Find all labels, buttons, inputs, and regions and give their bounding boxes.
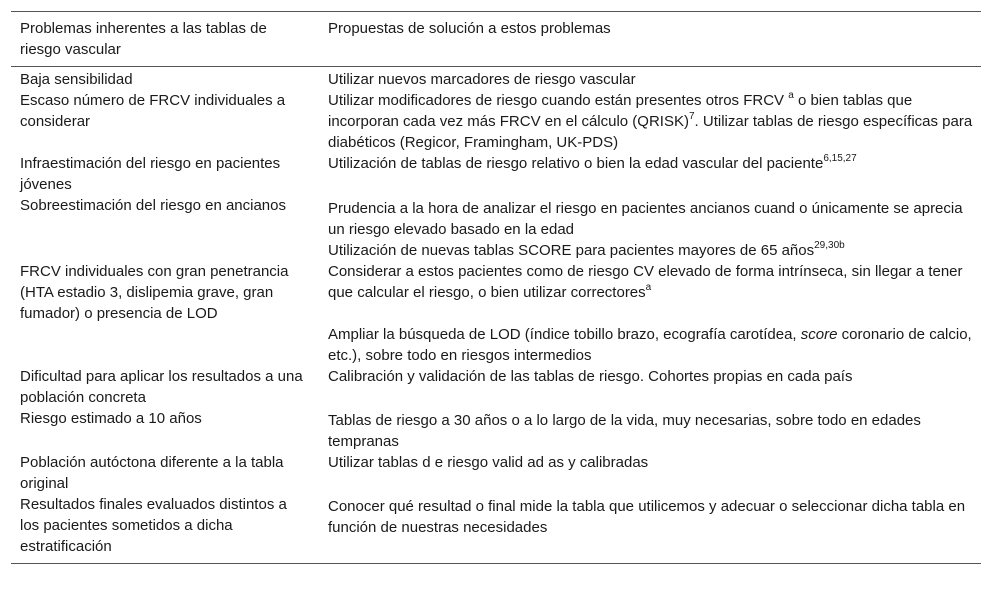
table-row bbox=[11, 452, 981, 494]
table-bottom-rule bbox=[11, 563, 981, 564]
header-solutions: Propuestas de solución a estos problemas bbox=[328, 20, 611, 37]
solution-text: o bien tablas que incorporan cada vez más FRCV en el cálculo (QRISK) bbox=[328, 92, 913, 130]
reference-marker: 29,30b bbox=[814, 240, 845, 251]
table-row bbox=[11, 408, 981, 452]
header-problems: Problemas inherentes a las tablas de riesgo vascular bbox=[20, 20, 267, 58]
solution-cell: Utilizar nuevos marcadores de riesgo vascular bbox=[328, 71, 636, 88]
problem-cell: FRCV individuales con gran penetrancia (HTA estadio 3, dislipemia grave, gran fumador) o presencia de LOD bbox=[20, 263, 289, 322]
solution-text: Tablas de riesgo a 30 años o a lo largo de la vida, muy necesarias, sobre todo en edades tempranas bbox=[328, 412, 921, 450]
table-body bbox=[11, 67, 981, 563]
table-row bbox=[11, 494, 981, 557]
table-row bbox=[11, 366, 981, 408]
solution-cell: Utilizar tablas d e riesgo valid ad as y calibradas bbox=[328, 454, 649, 471]
solution-text: coronario de calcio, etc.), sobre todo en riesgos intermedios bbox=[328, 326, 972, 364]
solution-text-italic: score bbox=[800, 326, 838, 343]
solution-cell bbox=[319, 494, 981, 557]
footnote-marker: a bbox=[788, 90, 794, 101]
solution-cell bbox=[319, 261, 981, 324]
table-row bbox=[11, 261, 981, 324]
solution-text: Considerar a estos pacientes como de riesgo CV elevado de forma intrínseca, sin llegar a tener que calcular el riesgo, o bien utilizar correctores bbox=[328, 263, 963, 301]
table-header-row bbox=[11, 12, 981, 66]
solution-text: Prudencia a la hora de analizar el riesgo en pacientes ancianos cuand o únicamente se aprecia un riesgo elevado basado en la edad bbox=[328, 200, 963, 238]
problem-cell-empty bbox=[11, 324, 319, 366]
solution-cell: Calibración y validación de las tablas de riesgo. Cohortes propias en cada país bbox=[328, 368, 853, 385]
solution-cell bbox=[319, 153, 981, 195]
problem-cell: Sobreestimación del riesgo en ancianos bbox=[20, 197, 286, 214]
solution-text: . Utilizar tablas de riesgo específicas para diabéticos (Regicor, Framingham, UK-PDS) bbox=[328, 113, 973, 151]
footnote-marker: a bbox=[645, 282, 652, 293]
solution-text: Utilización de nuevas tablas SCORE para pacientes mayores de 65 años bbox=[328, 242, 815, 259]
table-row bbox=[11, 324, 981, 366]
solution-cell bbox=[319, 324, 981, 366]
problem-cell: Resultados finales evaluados distintos a los pacientes sometidos a dicha estratificación bbox=[20, 496, 287, 555]
problem-cell: Infraestimación del riesgo en pacientes jóvenes bbox=[20, 155, 281, 193]
problem-cell: Dificultad para aplicar los resultados a una población concreta bbox=[20, 368, 303, 406]
problem-cell: Riesgo estimado a 10 años bbox=[20, 410, 202, 427]
solution-cell bbox=[319, 90, 981, 153]
risk-table bbox=[11, 11, 981, 564]
reference-marker: 6,15,27 bbox=[823, 153, 857, 164]
solution-text: Utilizar modificadores de riesgo cuando están presentes otros FRCV bbox=[328, 92, 789, 109]
solution-cell bbox=[319, 408, 981, 452]
problem-cell: Población autóctona diferente a la tabla original bbox=[20, 454, 284, 492]
solution-text: Utilización de tablas de riesgo relativo o bien la edad vascular del paciente bbox=[328, 155, 824, 172]
table-row bbox=[11, 195, 981, 261]
table-row bbox=[11, 90, 981, 153]
solution-text: Ampliar la búsqueda de LOD (índice tobillo brazo, ecografía carotídea, bbox=[328, 326, 801, 343]
table-row bbox=[11, 153, 981, 195]
solution-text: Conocer qué resultad o final mide la tabla que utilicemos y adecuar o seleccionar dicha tabla en función de nuestras necesidades bbox=[328, 498, 966, 536]
solution-cell bbox=[319, 195, 981, 261]
table-row bbox=[11, 69, 981, 90]
problem-cell: Escaso número de FRCV individuales a considerar bbox=[20, 92, 286, 130]
problem-cell: Baja sensibilidad bbox=[20, 71, 133, 88]
reference-marker: 7 bbox=[688, 111, 695, 122]
